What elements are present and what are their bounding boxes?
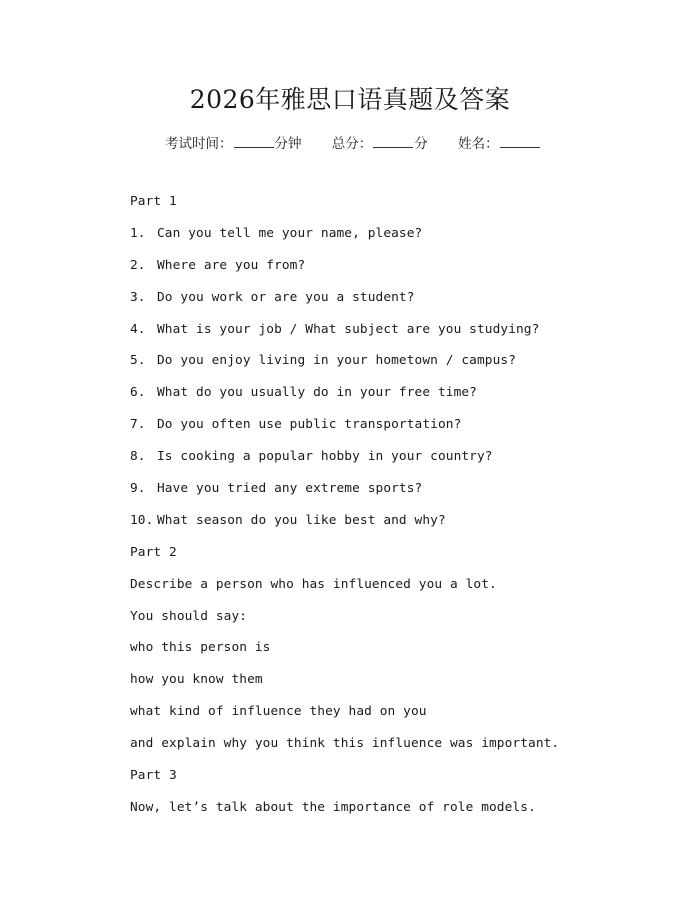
question-item (130, 218, 650, 250)
question-item (130, 377, 650, 409)
question-item (130, 314, 650, 346)
total-score-label: 总分： (331, 136, 373, 152)
total-score-field (332, 132, 428, 152)
question-item (130, 250, 650, 282)
part2-heading: Part 2 (130, 544, 177, 560)
question-item (130, 282, 650, 314)
name-blank[interactable] (500, 133, 540, 148)
part3-intro: Now, let’s talk about the importance of role models. (130, 799, 536, 815)
exam-info-row (165, 132, 541, 152)
question-number: 7. (130, 417, 146, 433)
part2-point: and explain why you think this influence was important. (130, 736, 560, 752)
question-item (130, 473, 650, 505)
question-number: 9. (130, 481, 146, 497)
name-label: 姓名： (458, 136, 499, 152)
question-text: What is your job / What subject are you studying? (157, 321, 540, 337)
question-number: 5. (130, 353, 146, 369)
question-number: 6. (130, 385, 146, 401)
question-text: Is cooking a popular hobby in your country? (157, 449, 493, 465)
exam-time-blank[interactable] (234, 133, 274, 148)
part3-heading: Part 3 (130, 768, 177, 784)
question-number: 4. (130, 321, 146, 337)
question-number: 10. (130, 512, 154, 528)
question-number: 2. (130, 257, 146, 273)
question-number: 8. (130, 449, 146, 465)
total-score-blank[interactable] (373, 133, 413, 148)
question-text: What do you usually do in your free time? (157, 385, 477, 401)
part2-point: what kind of influence they had on you (130, 704, 427, 720)
question-text: Where are you from? (157, 257, 306, 273)
exam-time-unit: 分钟 (274, 136, 302, 152)
part1-heading: Part 1 (130, 194, 177, 209)
exam-time-label: 考试时间： (165, 136, 233, 152)
question-text: Do you work or are you a student? (157, 289, 415, 305)
question-text: Do you often use public transportation? (157, 417, 462, 433)
exam-time-field (165, 132, 302, 152)
name-field (458, 132, 541, 152)
question-number: 3. (130, 289, 146, 305)
exam-content (130, 186, 650, 824)
question-text: Can you tell me your name, please? (157, 225, 423, 241)
question-text: Have you tried any extreme sports? (157, 481, 423, 497)
part2-prompt: Describe a person who has influenced you a lot. (130, 576, 497, 592)
question-number: 1. (130, 225, 146, 241)
question-item (130, 441, 650, 473)
part2-point: how you know them (130, 672, 263, 688)
page-title: 2026年雅思口语真题及答案 (189, 85, 511, 114)
question-item (130, 345, 650, 377)
question-text: Do you enjoy living in your hometown / campus? (157, 353, 517, 369)
question-text: What season do you like best and why? (157, 512, 446, 528)
total-score-unit: 分 (414, 136, 428, 152)
part2-should-say: You should say: (130, 608, 248, 624)
question-item (130, 409, 650, 441)
question-item (130, 505, 650, 537)
part2-point: who this person is (130, 640, 271, 656)
